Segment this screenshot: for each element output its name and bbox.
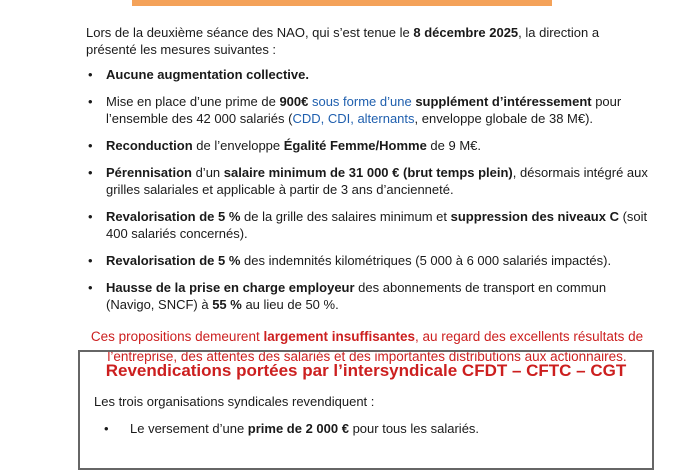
measures-list <box>86 66 648 313</box>
list-item: • Le versement d’une prime de 2 000 € pour tous les salariés. <box>104 421 480 436</box>
bullet-icon: • <box>88 209 93 224</box>
list-item: • Aucune augmentation collective. <box>88 67 309 82</box>
nao-summary <box>86 24 648 367</box>
bullet-icon: • <box>104 421 109 436</box>
demands-box <box>78 350 654 470</box>
meeting-date: 8 décembre 2025 <box>413 25 519 40</box>
list-item: • Reconduction de l’enveloppe Égalité Femme/Homme de 9 M€. <box>88 138 481 153</box>
demands-list <box>80 421 652 436</box>
bullet-icon: • <box>88 67 93 82</box>
list-item: • Revalorisation de 5 % de la grille des salaires minimum et suppression des niveaux C (soit 400 salariés concernés). <box>88 209 648 241</box>
top-decorative-bar <box>132 0 552 6</box>
conclusion-paragraph: Ces propositions demeurent largement insuffisantes, au regard des excellents résultats de l’entreprise, des attentes des salariés et des importantes distributions aux actionnaires. <box>90 329 644 364</box>
demands-title: Revendications portées par l’intersyndicale CFDT – CFTC – CGT <box>105 361 627 380</box>
bullet-icon: • <box>88 165 93 180</box>
bullet-icon: • <box>88 280 93 295</box>
demands-intro: Les trois organisations syndicales revendiquent : <box>94 394 375 409</box>
bullet-icon: • <box>88 253 93 268</box>
bullet-icon: • <box>88 94 93 109</box>
list-item: • Revalorisation de 5 % des indemnités kilométriques (5 000 à 6 000 salariés impactés). <box>88 253 612 268</box>
intro-paragraph: Lors de la deuxième séance des NAO, qui s’est tenue le 8 décembre 2025, la direction a présenté les mesures suivantes : <box>86 25 600 57</box>
bullet-icon: • <box>88 138 93 153</box>
list-item: • Hausse de la prise en charge employeur des abonnements de transport en commun (Navigo, SNCF) à 55 % au lieu de 50 %. <box>88 280 607 312</box>
list-item: • Pérennisation d’un salaire minimum de 31 000 € (brut temps plein), désormais intégré aux grilles salariales et applicable à partir de 3 ans d’ancienneté. <box>88 165 648 197</box>
list-item: • Mise en place d’une prime de 900€ sous forme d’une supplément d’intéressement pour l’ensemble des 42 000 salariés (CDD, CDI, alternants, enveloppe globale de 38 M€). <box>88 94 622 126</box>
